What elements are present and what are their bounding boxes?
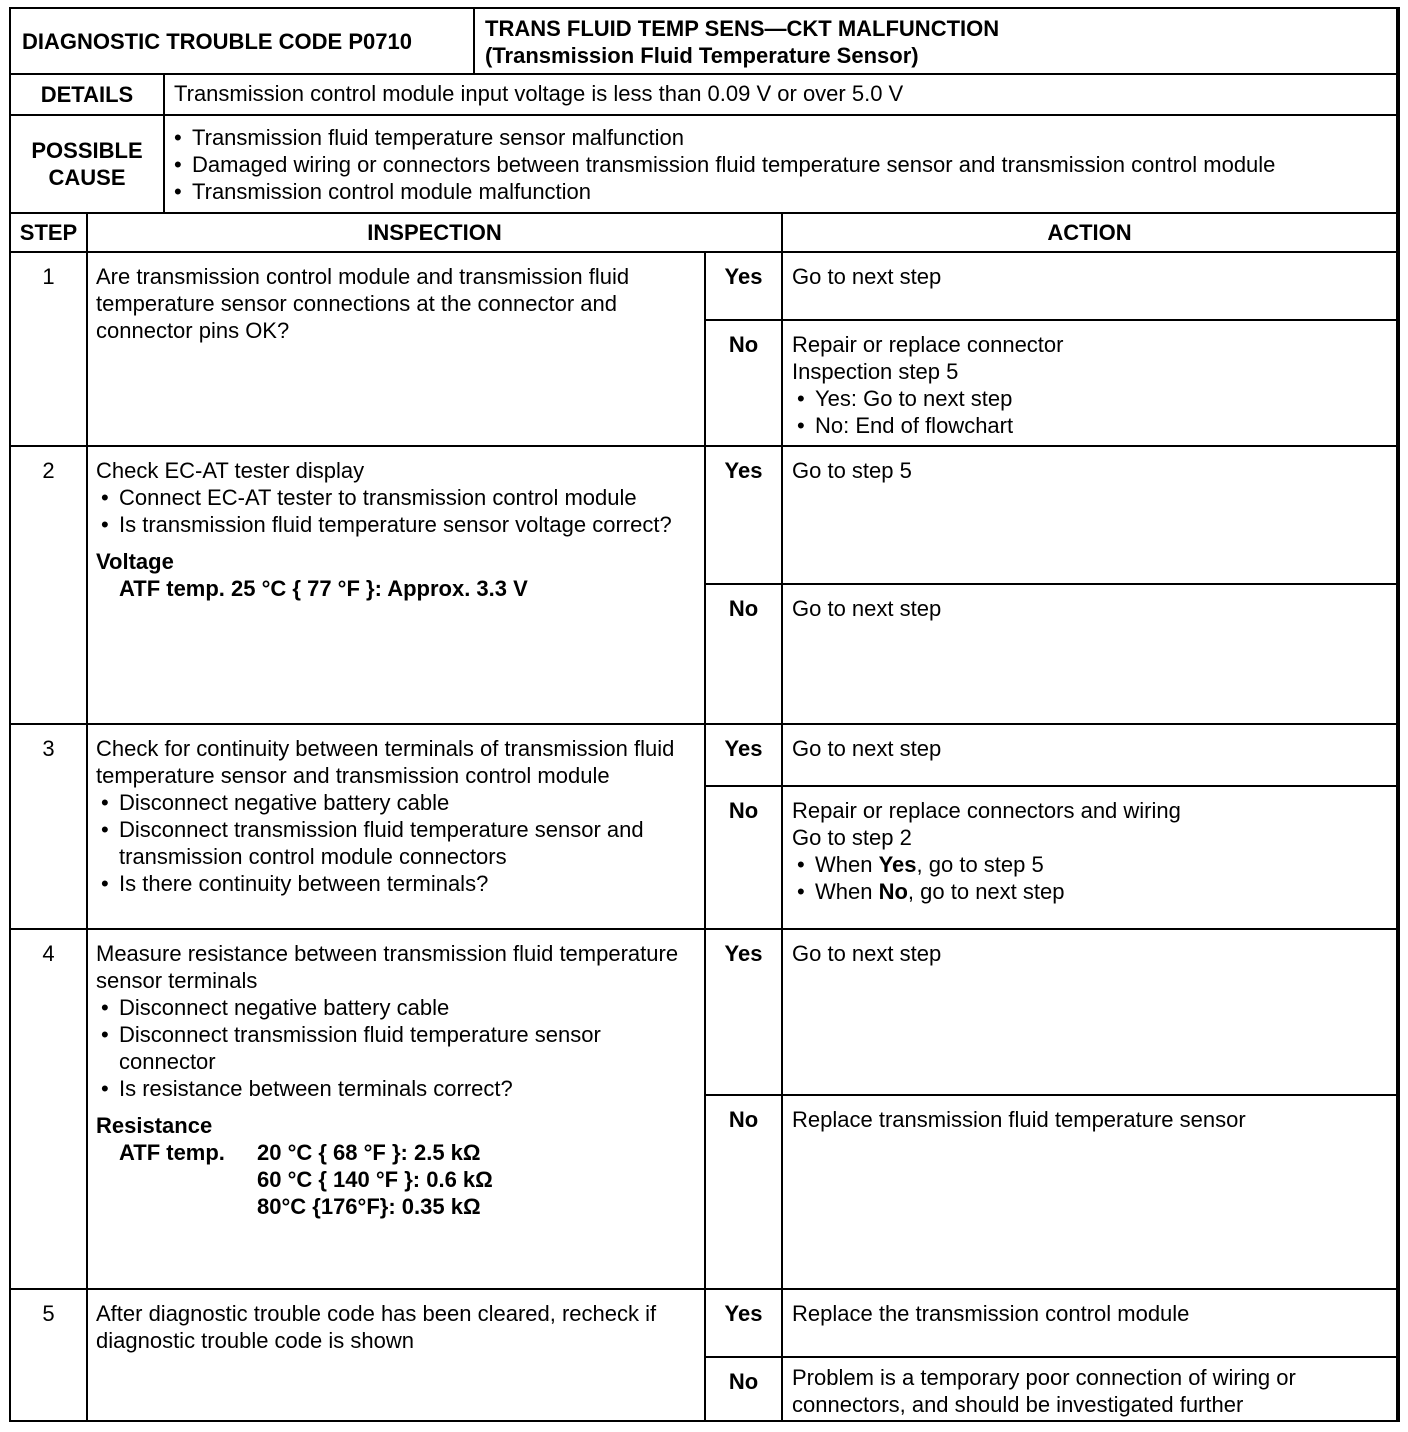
no-label-cell — [706, 321, 783, 447]
list-item — [792, 878, 1387, 905]
yes-label: Yes — [724, 458, 763, 483]
list-item: • Transmission control module malfunction — [169, 178, 1392, 205]
no-label: No — [728, 596, 759, 621]
no-label-cell — [706, 1096, 783, 1290]
inspection-header-text: INSPECTION — [367, 220, 502, 245]
no-action-text: Inspection step 5 — [792, 359, 959, 384]
no-label-cell — [706, 1358, 783, 1420]
no-action-cell — [783, 1096, 1398, 1290]
details-label: DETAILS — [40, 82, 134, 107]
no-action-text: Replace transmission fluid temperature sensor — [792, 1107, 1246, 1132]
step-number — [11, 253, 88, 447]
list-item: • Connect EC-AT tester to transmission control module — [96, 484, 696, 511]
no-label: No — [728, 1369, 759, 1394]
list-item-text: , go to next step — [907, 879, 1065, 904]
list-item: • Transmission fluid temperature sensor malfunction — [169, 124, 1392, 151]
yes-action-text: Replace the transmission control module — [792, 1301, 1190, 1326]
step-number-text: 4 — [42, 941, 55, 966]
details-text-cell — [165, 75, 1398, 116]
spec-value: 80°C {176°F}: 0.35 kΩ — [257, 1194, 481, 1219]
inspection-cell — [88, 447, 706, 725]
spec-value: 60 °C { 140 °F }: 0.6 kΩ — [257, 1167, 493, 1192]
yes-action-cell — [783, 253, 1398, 321]
inspection-cell — [88, 253, 706, 447]
step-number — [11, 930, 88, 1290]
inspection-question: Are transmission control module and transmission fluid temperature sensor connections at the connector and connector pins OK? — [96, 264, 630, 343]
list-item: • Is there continuity between terminals? — [96, 870, 696, 897]
spec-value: ATF temp. 25 °C { 77 °F }: Approx. 3.3 V — [119, 576, 528, 601]
spec-title: Resistance — [96, 1113, 213, 1138]
yes-label: Yes — [724, 1301, 763, 1326]
list-item: • Disconnect transmission fluid temperature sensor and transmission control module connectors — [96, 816, 696, 870]
step-column-header — [11, 214, 88, 253]
yes-label: Yes — [724, 941, 763, 966]
list-item-text: , go to step 5 — [916, 852, 1044, 877]
spec-value: 20 °C { 68 °F }: 2.5 kΩ — [257, 1140, 481, 1165]
list-item — [792, 851, 1387, 878]
list-item: • Is transmission fluid temperature sensor voltage correct? — [96, 511, 696, 538]
no-action-cell — [783, 787, 1398, 930]
resistance-spec — [96, 1112, 696, 1220]
list-item: • No: End of flowchart — [792, 412, 1387, 439]
action-column-header — [783, 214, 1398, 253]
inspection-list — [96, 484, 696, 538]
step-number-text: 5 — [42, 1301, 55, 1326]
no-action-text: Repair or replace connectors and wiring — [792, 798, 1181, 823]
no-action-text: Go to step 2 — [792, 825, 912, 850]
no-label: No — [728, 332, 759, 357]
no-action-text: Repair or replace connector — [792, 332, 1064, 357]
inspection-cell — [88, 1290, 706, 1420]
no-label-cell — [706, 585, 783, 725]
possible-cause-list-cell — [165, 116, 1398, 214]
yes-label-cell — [706, 725, 783, 787]
step-number-text: 2 — [42, 458, 55, 483]
yes-label-cell — [706, 1290, 783, 1358]
yes-label-cell — [706, 253, 783, 321]
details-label-cell — [11, 75, 165, 116]
yes-label: Yes — [724, 264, 763, 289]
inspection-list — [96, 789, 696, 897]
spec-title: Voltage — [96, 549, 174, 574]
possible-cause-label-line1: POSSIBLE — [31, 138, 143, 163]
list-item: • Disconnect transmission fluid temperature sensor connector — [96, 1021, 696, 1075]
no-label-cell — [706, 787, 783, 930]
yes-action-text: Go to next step — [792, 736, 942, 761]
inspection-question: Check EC-AT tester display — [96, 458, 365, 483]
inspection-list — [96, 994, 696, 1102]
voltage-spec — [96, 548, 696, 602]
list-item: • Yes: Go to next step — [792, 385, 1387, 412]
dtc-title-line2: (Transmission Fluid Temperature Sensor) — [485, 43, 919, 68]
yes-action-text: Go to next step — [792, 941, 942, 966]
yes-label: Yes — [724, 736, 763, 761]
step-number-text: 3 — [42, 736, 55, 761]
dtc-code-label: DIAGNOSTIC TROUBLE CODE P0710 — [22, 28, 412, 54]
no-action-text: Go to next step — [792, 596, 942, 621]
step-number — [11, 1290, 88, 1420]
list-item-text: When — [815, 879, 879, 904]
spec-label: ATF temp. — [119, 1140, 225, 1165]
step-number-text: 1 — [42, 264, 55, 289]
list-item: • Is resistance between terminals correct? — [96, 1075, 696, 1102]
yes-label-cell — [706, 930, 783, 1096]
no-action-cell — [783, 321, 1398, 447]
possible-cause-label-line2: CAUSE — [48, 165, 126, 190]
step-number — [11, 447, 88, 725]
no-label: No — [728, 1107, 759, 1132]
no-label: No — [728, 798, 759, 823]
no-action-cell — [783, 585, 1398, 725]
resistance-values — [96, 1139, 696, 1220]
dtc-title-cell — [475, 9, 1398, 75]
dtc-title-line1: TRANS FLUID TEMP SENS—CKT MALFUNCTION — [485, 16, 1000, 41]
yes-label-cell — [706, 447, 783, 585]
list-item-emphasis: Yes — [878, 852, 917, 877]
inspection-column-header — [88, 214, 783, 253]
possible-cause-list — [169, 124, 1392, 205]
yes-action-text: Go to step 5 — [792, 458, 912, 483]
yes-action-cell — [783, 725, 1398, 787]
no-action-list — [792, 851, 1387, 905]
no-action-cell — [783, 1358, 1398, 1420]
list-item-emphasis: No — [878, 879, 908, 904]
action-header-text: ACTION — [1047, 220, 1132, 245]
possible-cause-label-cell — [11, 116, 165, 214]
no-action-text: Problem is a temporary poor connection of wiring or connectors, and should be investigated further — [792, 1365, 1296, 1417]
inspection-question: After diagnostic trouble code has been cleared, recheck if diagnostic trouble code is shown — [96, 1301, 657, 1353]
details-text: Transmission control module input voltage is less than 0.09 V or over 5.0 V — [174, 81, 904, 106]
list-item-text: When — [815, 852, 879, 877]
yes-action-cell — [783, 1290, 1398, 1358]
inspection-question: Measure resistance between transmission fluid temperature sensor terminals — [96, 941, 679, 993]
yes-action-text: Go to next step — [792, 264, 942, 289]
list-item: • Disconnect negative battery cable — [96, 789, 696, 816]
step-header-text: STEP — [19, 220, 78, 245]
inspection-cell — [88, 725, 706, 930]
step-number — [11, 725, 88, 930]
no-action-list — [792, 385, 1387, 439]
list-item: • Damaged wiring or connectors between transmission fluid temperature sensor and transmission control module — [169, 151, 1392, 178]
dtc-code-cell — [11, 9, 475, 75]
inspection-question: Check for continuity between terminals of transmission fluid temperature sensor and transmission control module — [96, 736, 675, 788]
yes-action-cell — [783, 447, 1398, 585]
inspection-cell — [88, 930, 706, 1290]
diagnostic-table — [9, 7, 1400, 1422]
list-item: • Disconnect negative battery cable — [96, 994, 696, 1021]
yes-action-cell — [783, 930, 1398, 1096]
